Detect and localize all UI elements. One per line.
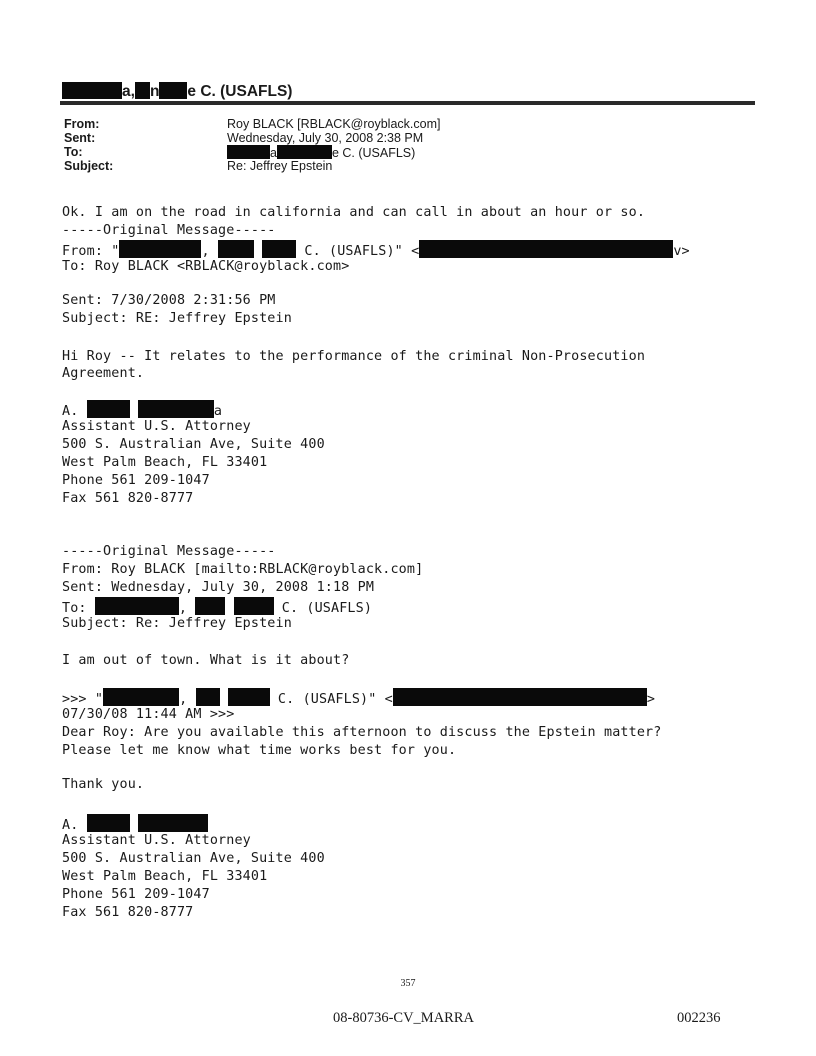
signature-title: Assistant U.S. Attorney (62, 419, 251, 434)
to-label: To: (64, 145, 83, 159)
quote-header-end: > (646, 692, 656, 707)
quoted-to-prefix: To: (62, 601, 95, 616)
redaction-block (393, 688, 647, 706)
message-text: Dear Roy: Are you available this afternoon to discuss the Epstein matter? (62, 725, 662, 740)
sent-label: Sent: (64, 131, 96, 145)
header-title-suffix: e C. (USAFLS) (187, 83, 293, 100)
quote-date-line: 07/30/08 11:44 AM >>> (62, 707, 235, 722)
redaction-block (103, 688, 179, 706)
quoted-subject-line: Subject: RE: Jeffrey Epstein (62, 311, 292, 326)
quoted-to-line (62, 597, 372, 617)
redaction-block (138, 814, 208, 832)
header-title-fragment: n (149, 83, 160, 100)
quoted-sent-line: Sent: 7/30/2008 2:31:56 PM (62, 293, 276, 308)
redaction-block (87, 814, 130, 832)
case-number: 08-80736-CV_MARRA (333, 1010, 474, 1026)
quoted-from-end: v> (673, 244, 690, 259)
quoted-to-line: To: Roy BLACK <RBLACK@royblack.com> (62, 259, 350, 274)
message-text: Hi Roy -- It relates to the performance of the criminal Non-Prosecution (62, 349, 646, 364)
signature-fax: Fax 561 820-8777 (62, 491, 194, 506)
sent-value: Wednesday, July 30, 2008 2:38 PM (227, 131, 424, 145)
quoted-from-line: From: Roy BLACK [mailto:RBLACK@royblack.com] (62, 562, 424, 577)
redaction-block (277, 145, 332, 159)
signature-phone: Phone 561 209-1047 (62, 473, 210, 488)
to-value-suffix: e C. (USAFLS) (331, 146, 416, 160)
message-text: Agreement. (62, 366, 145, 381)
quoted-from-comma: , (201, 244, 210, 259)
redaction-block (262, 240, 296, 258)
redaction-block (227, 145, 270, 159)
redaction-block (218, 240, 254, 258)
redaction-block (196, 688, 220, 706)
quote-header-line (62, 688, 655, 708)
signature-name (62, 814, 208, 834)
from-value: Roy BLACK [RBLACK@royblack.com] (227, 117, 441, 131)
reply-line: Ok. I am on the road in california and can call in about an hour or so. (62, 205, 646, 220)
redaction-block (159, 82, 187, 99)
redaction-block (195, 597, 225, 615)
redaction-block (138, 400, 214, 418)
signature-address: 500 S. Australian Ave, Suite 400 (62, 851, 325, 866)
redaction-block (62, 82, 122, 99)
redaction-block (228, 688, 270, 706)
signature-initial: A. (62, 818, 79, 833)
signature-fragment: a (213, 404, 223, 419)
quoted-from-line (62, 240, 690, 260)
page-number: 357 (400, 978, 416, 989)
subject-label: Subject: (64, 159, 114, 173)
quoted-from-suffix: C. (USAFLS)" < (296, 244, 420, 259)
bates-number: 002236 (677, 1010, 721, 1026)
quoted-subject-line: Subject: Re: Jeffrey Epstein (62, 616, 292, 631)
to-value (227, 145, 415, 160)
redaction-block (95, 597, 179, 615)
message-text: I am out of town. What is it about? (62, 653, 350, 668)
signature-address: 500 S. Australian Ave, Suite 400 (62, 437, 325, 452)
signature-address: West Palm Beach, FL 33401 (62, 869, 268, 884)
redaction-block (119, 240, 201, 258)
quote-header-prefix: >>> " (62, 692, 104, 707)
redaction-block (419, 240, 673, 258)
header-rule (60, 101, 755, 105)
redaction-block (87, 400, 130, 418)
quote-header-comma: , (179, 692, 188, 707)
redaction-block (135, 82, 150, 99)
signature-initial: A. (62, 404, 79, 419)
header-title-fragment: a, (122, 83, 135, 100)
quote-header-suffix: C. (USAFLS)" < (269, 692, 393, 707)
signature-fax: Fax 561 820-8777 (62, 905, 194, 920)
subject-value: Re: Jeffrey Epstein (227, 159, 333, 173)
signature-address: West Palm Beach, FL 33401 (62, 455, 268, 470)
quoted-to-suffix: C. (USAFLS) (273, 601, 373, 616)
original-message-divider: -----Original Message----- (62, 544, 276, 559)
email-header-title (62, 82, 292, 101)
signature-title: Assistant U.S. Attorney (62, 833, 251, 848)
quoted-from-prefix: From: " (62, 244, 120, 259)
message-text: Please let me know what time works best for you. (62, 743, 457, 758)
to-value-fragment: a (270, 146, 277, 160)
original-message-divider: -----Original Message----- (62, 223, 276, 238)
signature-name (62, 400, 222, 420)
redaction-block (234, 597, 274, 615)
message-text: Thank you. (62, 777, 145, 792)
from-label: From: (64, 117, 100, 131)
quoted-sent-line: Sent: Wednesday, July 30, 2008 1:18 PM (62, 580, 375, 595)
signature-phone: Phone 561 209-1047 (62, 887, 210, 902)
quoted-to-comma: , (178, 601, 188, 616)
